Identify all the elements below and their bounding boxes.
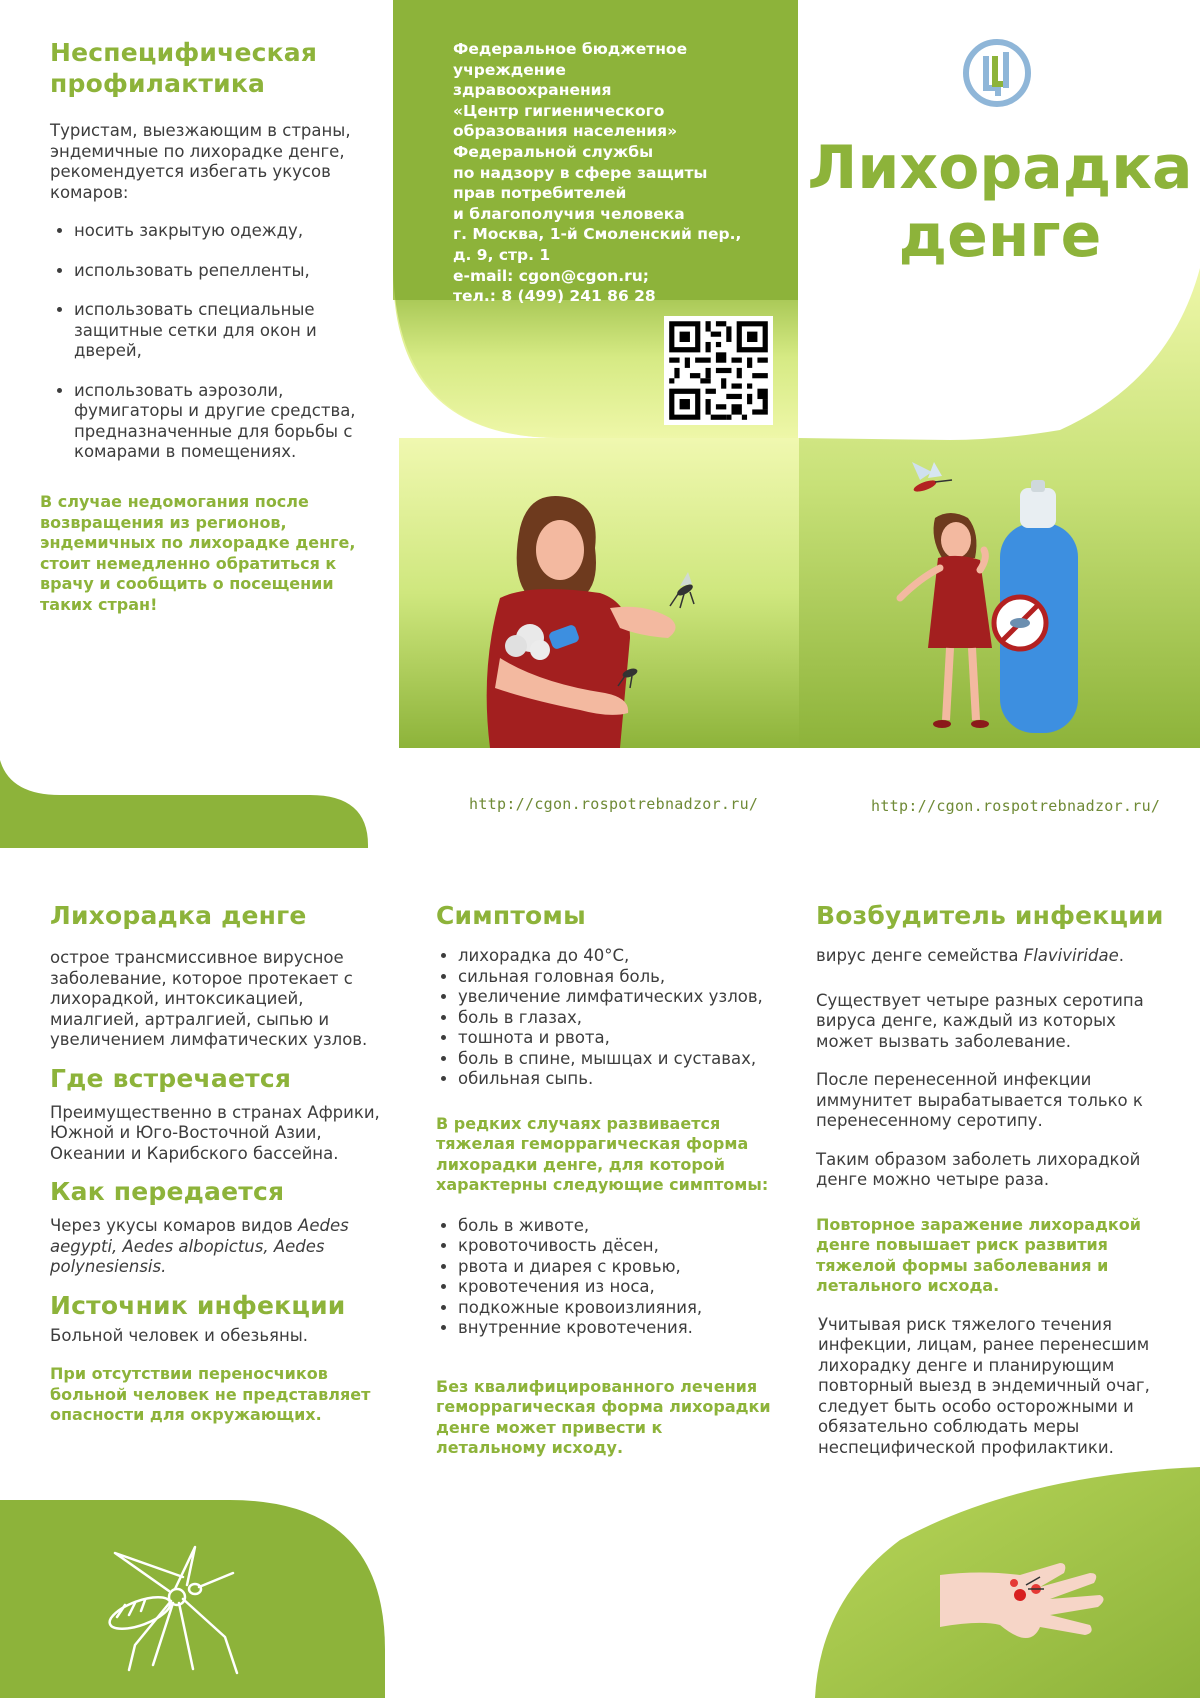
list-item: • лихорадка до 40°С, (458, 946, 776, 967)
cover-title-line1: Лихорадка (807, 133, 1193, 203)
pathogen-p2: После перенесенной инфекции иммунитет вырабатывается только к перенесенному серотипу. (816, 1070, 1143, 1130)
list-item: • использовать репелленты, (74, 261, 370, 282)
list-item: • увеличение лимфатических узлов, (458, 987, 776, 1008)
contact-line: Федеральной службы (453, 142, 654, 161)
prevention-list (50, 221, 370, 463)
contact-line: д. 9, стр. 1 (453, 245, 551, 264)
list-item: • подкожные кровоизлияния, (458, 1298, 776, 1319)
list-item: • сильная головная боль, (458, 967, 776, 988)
list-item: • внутренние кровотечения. (458, 1318, 776, 1339)
virus-prefix: вирус денге семейства (816, 946, 1024, 965)
contact-block (453, 39, 773, 307)
prevention-title: Неспецифическая профилактика (50, 38, 318, 98)
transmit-text (50, 1216, 385, 1278)
list-item: • обильная сыпь. (458, 1069, 776, 1090)
severe-closing: Без квалифицированного лечения геморрагическая форма лихорадки денге может привести к летальному исходу. (436, 1376, 771, 1457)
prevention-intro: Туристам, выезжающим в страны, эндемичные по лихорадке денге, рекомендуется избегать укусов комаров: (50, 121, 351, 202)
virus-suffix: . (1118, 946, 1124, 965)
list-item: • боль в спине, мышцах и суставах, (458, 1049, 776, 1070)
source-title: Источник инфекции (50, 1290, 346, 1320)
contact-line: учреждение (453, 60, 566, 79)
list-item: • носить закрытую одежду, (74, 221, 370, 242)
source-text: Больной человек и обезьяны. (50, 1325, 309, 1345)
list-item: • боль в животе, (458, 1216, 776, 1237)
transmit-prefix: Через укусы комаров видов (50, 1216, 299, 1235)
symptoms-title: Симптомы (436, 901, 586, 930)
website-link-left[interactable]: http://cgon.rospotrebnadzor.ru/ (469, 795, 759, 813)
pathogen-p3: Таким образом заболеть лихорадкой денге можно четыре раза. (816, 1149, 1141, 1189)
contact-line: по надзору в сфере защиты (453, 163, 708, 182)
contact-line: Федеральное бюджетное (453, 40, 688, 58)
contact-line: г. Москва, 1-й Смоленский пер., (453, 225, 742, 244)
list-item: • кровотечения из носа, (458, 1277, 776, 1298)
website-link-right[interactable]: http://cgon.rospotrebnadzor.ru/ (871, 797, 1161, 815)
pathogen-title: Возбудитель инфекции (816, 901, 1164, 930)
contact-line: здравоохранения (453, 81, 612, 100)
pathogen-p1: Существует четыре разных серотипа вируса денге, каждый из которых может вызвать заболевание. (816, 990, 1144, 1051)
girl-with-repellent-illustration (880, 458, 1100, 738)
qr-code-icon (664, 316, 773, 425)
about-title: Лихорадка денге (50, 901, 307, 930)
prevention-section (50, 37, 370, 482)
virus-family: Flaviviridae (1023, 946, 1119, 965)
contact-line: прав потребителей (453, 184, 627, 203)
woman-spraying-illustration (470, 488, 710, 748)
severe-intro: В редких случаях развивается тяжелая геморрагическая форма лихорадки денге, для которой характерны следующие симптомы: (436, 1113, 769, 1194)
column-about (50, 900, 385, 1426)
list-item: • кровоточивость дёсен, (458, 1236, 776, 1257)
contact-email: e-mail: cgon@cgon.ru; (453, 266, 649, 285)
pathogen-warning: Повторное заражение лихорадкой денге повышает риск развития тяжелой формы заболевания и летального исхода. (816, 1214, 1141, 1295)
contact-phone: тел.: 8 (499) 241 86 28 (453, 287, 656, 306)
transmit-title: Как передается (50, 1177, 285, 1206)
cgon-logo-icon (962, 38, 1032, 108)
cover-title-line2: денге (898, 201, 1102, 271)
prevention-warning: В случае недомогания после возвращения из регионов, эндемичных по лихорадке денге, стоит немедленно обратиться к врачу и сообщить о посещении таких стран! (40, 492, 356, 614)
contact-line: и благополучия человека (453, 204, 685, 223)
column-pathogen (816, 900, 1166, 1458)
symptoms-list (436, 946, 776, 1090)
where-title: Где встречается (50, 1063, 292, 1093)
list-item: • боль в глазах, (458, 1008, 776, 1029)
severe-symptoms-list (436, 1216, 776, 1339)
list-item: • тошнота и рвота, (458, 1028, 776, 1049)
cover-title (805, 134, 1195, 270)
qr-code (664, 316, 773, 425)
pathogen-virus (816, 946, 1166, 967)
transmit-species: Aedes aegypti, Aedes albopictus, Aedes polynesiensis. (50, 1216, 349, 1276)
source-note: При отсутствии переносчиков больной человек не представляет опасности для окружающих. (50, 1364, 371, 1424)
hand-mosquito-bite-illustration (940, 1555, 1120, 1665)
about-text: острое трансмиссивное вирусное заболевание, которое протекает с лихорадкой, интоксикацией, миалгией, артралгией, сыпью и увеличением лимфатических узлов. (50, 948, 368, 1049)
where-text: Преимущественно в странах Африки, Южной и Юго-Восточной Азии, Океании и Карибского бассейна. (50, 1102, 380, 1163)
column-symptoms (436, 900, 776, 1459)
list-item: • использовать специальные защитные сетки для окон и дверей, (74, 300, 370, 362)
contact-line: образования населения» (453, 122, 678, 141)
pathogen-p4: Учитывая риск тяжелого течения инфекции, лицам, ранее перенесшим лихорадку денге и планирующим повторный выезд в эндемичный очаг, следует быть особо осторожными и обязательно соблюдать меры неспецифической профилактики. (818, 1314, 1150, 1457)
list-item: • использовать аэрозоли, фумигаторы и другие средства, предназначенные для борьбы с комарами в помещениях. (74, 381, 370, 463)
contact-line: «Центр гигиенического (453, 101, 665, 120)
mosquito-outline-icon (95, 1545, 245, 1675)
list-item: • рвота и диарея с кровью, (458, 1257, 776, 1278)
